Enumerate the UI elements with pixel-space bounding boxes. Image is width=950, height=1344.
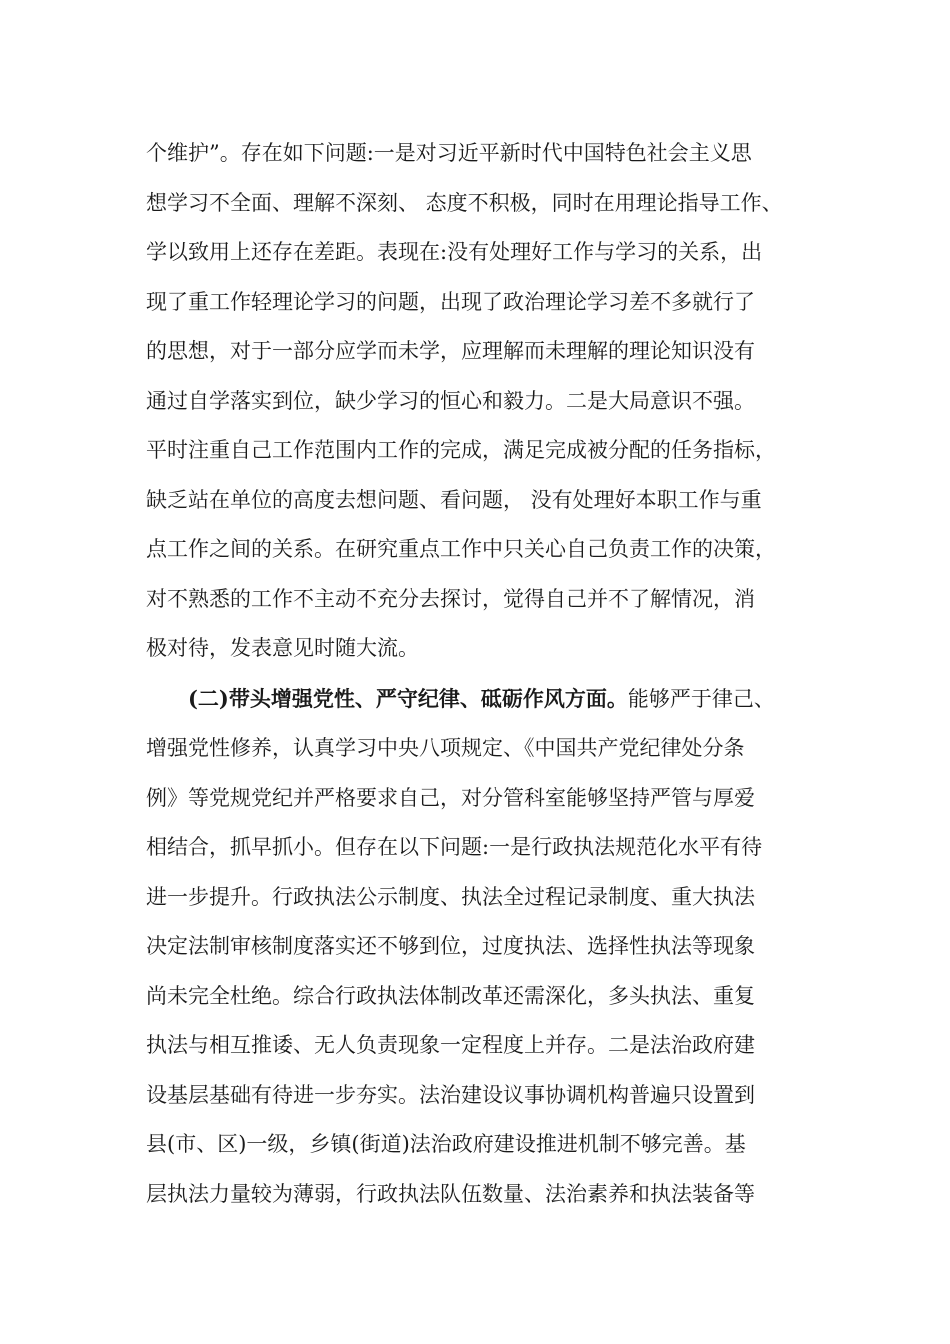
paragraph-1-line-4: 现了重工作轻理论学习的问题，出现了政治理论学习差不多就行了 <box>146 290 755 314</box>
paragraph-2-line-7: 尚未完全杜绝。综合行政执法体制改革还需深化，多头执法、重复 <box>146 984 755 1008</box>
paragraph-2-line-2: 增强党性修养，认真学习中央八项规定、《中国共产党纪律处分条 <box>146 736 745 760</box>
paragraph-2-line-11: 层执法力量较为薄弱，行政执法队伍数量、法治素养和执法装备等 <box>146 1182 755 1206</box>
paragraph-2-line-10: 县(市、区)一级，乡镇(街道)法治政府建设推进机制不够完善。基 <box>146 1132 746 1156</box>
paragraph-1-line-8: 缺乏站在单位的高度去想问题、看问题， 没有处理好本职工作与重 <box>146 488 762 512</box>
paragraph-1-line-6: 通过自学落实到位，缺少学习的恒心和毅力。二是大局意识不强。 <box>146 389 755 413</box>
paragraph-2-line-8: 执法与相互推诿、无人负责现象一定程度上并存。二是法治政府建 <box>146 1033 755 1057</box>
paragraph-2-line-6: 决定法制审核制度落实还不够到位，过度执法、选择性执法等现象 <box>146 934 755 958</box>
paragraph-2-line-1-rest: 能够严于律己、 <box>627 687 775 711</box>
paragraph-1-line-9: 点工作之间的关系。在研究重点工作中只关心自己负责工作的决策， <box>146 537 776 561</box>
paragraph-1-line-7: 平时注重自己工作范围内工作的完成，满足完成被分配的任务指标， <box>146 438 776 462</box>
paragraph-2-line-3: 例》等党规党纪并严格要求自己，对分管科室能够坚持严管与厚爱 <box>146 786 755 810</box>
section-heading: (二)带头增强党性、严守纪律、砥砺作风方面。 <box>188 686 628 711</box>
paragraph-2-line-5: 进一步提升。行政执法公示制度、执法全过程记录制度、重大执法 <box>146 885 755 909</box>
paragraph-1-line-5: 的思想，对于一部分应学而未学，应理解而未理解的理论知识没有 <box>146 339 755 363</box>
paragraph-2-line-1 <box>188 684 775 714</box>
paragraph-2-line-4: 相结合，抓早抓小。但存在以下问题:一是行政执法规范化水平有待 <box>146 835 763 859</box>
paragraph-1-line-10: 对不熟悉的工作不主动不充分去探讨，觉得自己并不了解情况，消 <box>146 587 755 611</box>
paragraph-1-line-11: 极对待，发表意见时随大流。 <box>146 636 419 660</box>
paragraph-1-line-3: 学以致用上还存在差距。表现在:没有处理好工作与学习的关系，出 <box>146 240 763 264</box>
paragraph-1-line-1: 个维护”。存在如下问题:一是对习近平新时代中国特色社会主义思 <box>146 141 752 165</box>
paragraph-2-line-9: 设基层基础有待进一步夯实。法治建设议事协调机构普遍只设置到 <box>146 1083 755 1107</box>
paragraph-1-line-2: 想学习不全面、理解不深刻、 态度不积极，同时在用理论指导工作、 <box>146 191 783 215</box>
